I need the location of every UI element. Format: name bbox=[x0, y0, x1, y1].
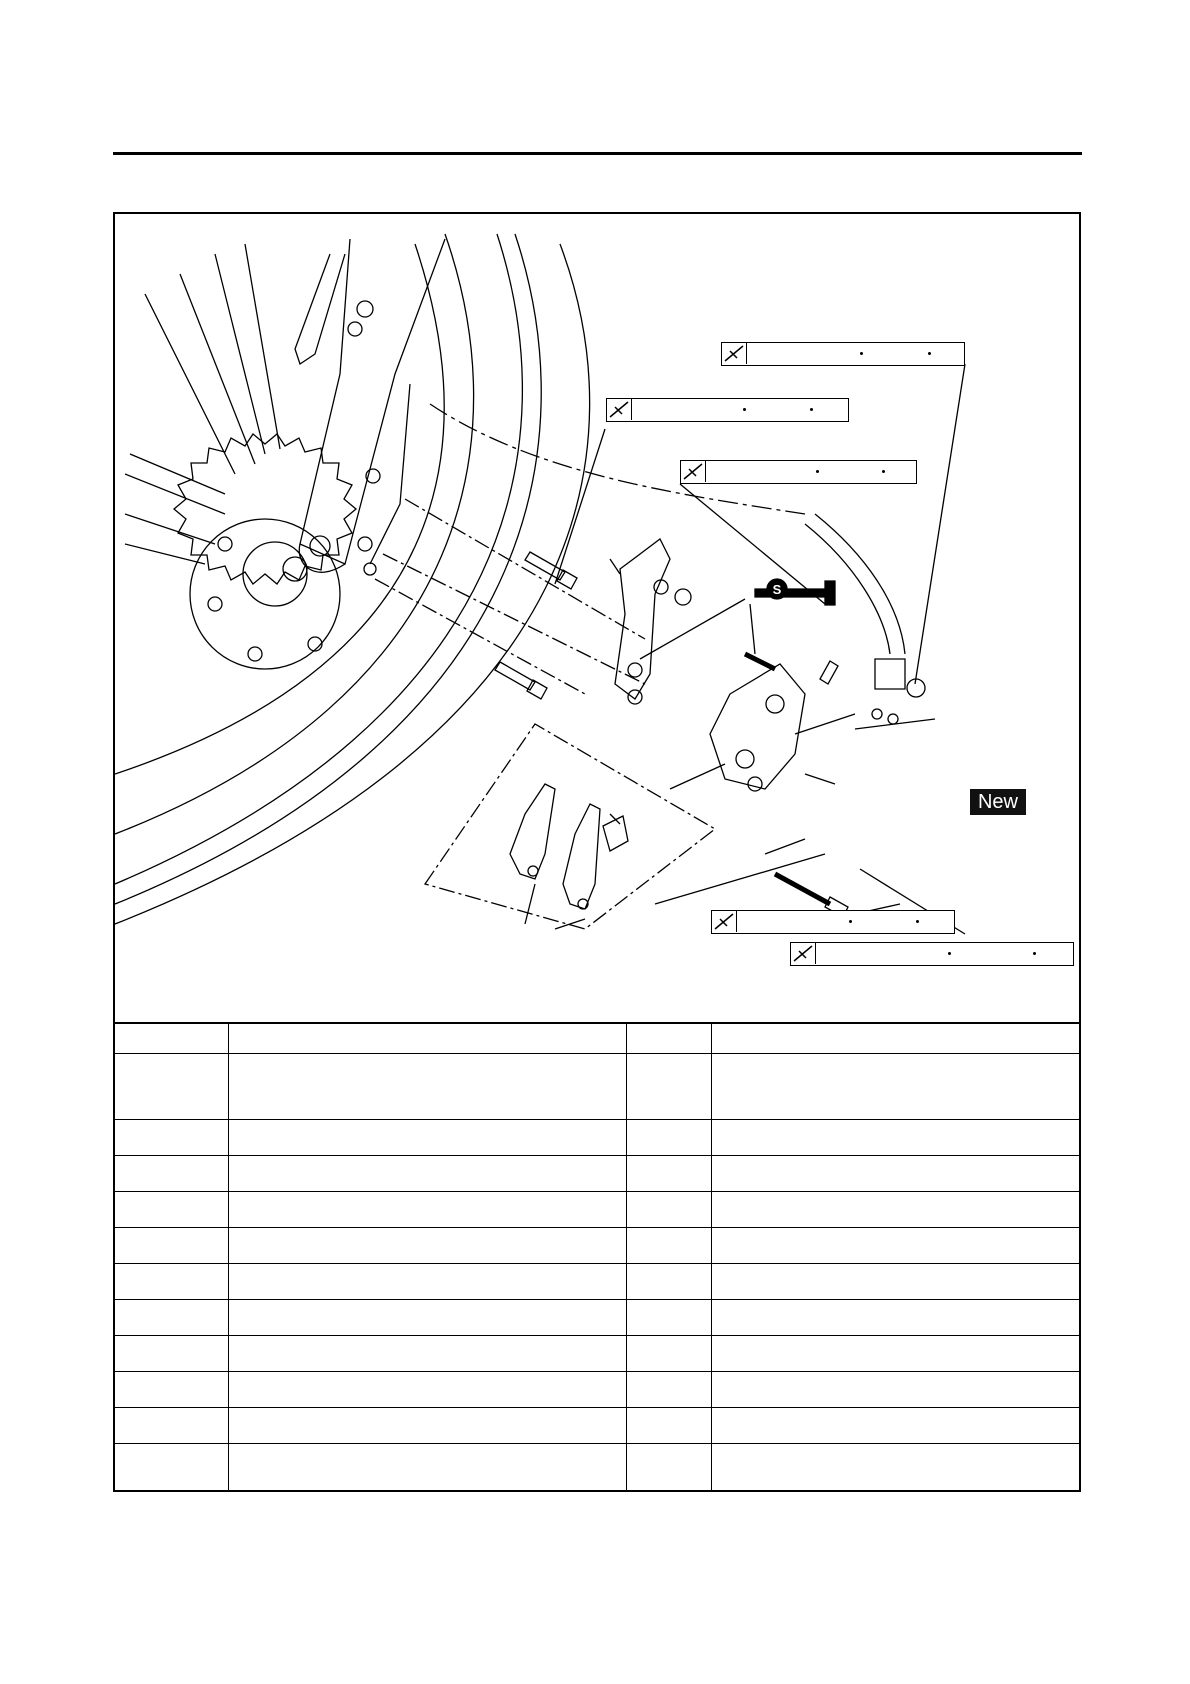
table-cell bbox=[228, 1119, 626, 1155]
table-row bbox=[115, 1023, 1079, 1053]
table-cell bbox=[115, 1335, 228, 1371]
table-cell bbox=[115, 1263, 228, 1299]
table-cell bbox=[228, 1371, 626, 1407]
table-cell bbox=[711, 1227, 1079, 1263]
table-cell bbox=[626, 1263, 711, 1299]
table-row bbox=[115, 1053, 1079, 1119]
table-row bbox=[115, 1227, 1079, 1263]
table-cell bbox=[115, 1371, 228, 1407]
table-cell bbox=[711, 1155, 1079, 1191]
table-cell bbox=[228, 1155, 626, 1191]
table-cell bbox=[626, 1227, 711, 1263]
table-cell bbox=[115, 1443, 228, 1491]
table-cell bbox=[228, 1023, 626, 1053]
parts-list-table bbox=[115, 1022, 1079, 1491]
table-cell bbox=[626, 1443, 711, 1491]
table-cell bbox=[228, 1053, 626, 1119]
torque-wrench-icon bbox=[722, 343, 747, 364]
table-cell bbox=[711, 1443, 1079, 1491]
header-rule bbox=[113, 152, 1082, 155]
torque-spec-box bbox=[721, 342, 965, 366]
table-cell bbox=[115, 1053, 228, 1119]
table-cell bbox=[228, 1407, 626, 1443]
table-row bbox=[115, 1371, 1079, 1407]
table-cell bbox=[626, 1053, 711, 1119]
table-cell bbox=[626, 1335, 711, 1371]
table-row bbox=[115, 1299, 1079, 1335]
table-cell bbox=[711, 1371, 1079, 1407]
torque-spec-box bbox=[680, 460, 917, 484]
table-row bbox=[115, 1263, 1079, 1299]
front-brake-caliper-illustration bbox=[115, 214, 1079, 1022]
torque-spec-box bbox=[790, 942, 1074, 966]
table-cell bbox=[115, 1191, 228, 1227]
table-cell bbox=[115, 1023, 228, 1053]
table-cell bbox=[626, 1023, 711, 1053]
table-row bbox=[115, 1335, 1079, 1371]
svg-text:S: S bbox=[772, 582, 782, 597]
torque-wrench-icon bbox=[607, 399, 632, 420]
table-row bbox=[115, 1119, 1079, 1155]
exploded-view-drawing bbox=[115, 214, 1079, 1022]
torque-wrench-icon bbox=[712, 911, 737, 932]
table-cell bbox=[711, 1023, 1079, 1053]
torque-wrench-icon bbox=[791, 943, 816, 964]
table-row bbox=[115, 1407, 1079, 1443]
table-cell bbox=[228, 1299, 626, 1335]
table-row bbox=[115, 1443, 1079, 1491]
table-cell bbox=[115, 1227, 228, 1263]
diagram-frame bbox=[113, 212, 1081, 1492]
table-cell bbox=[711, 1335, 1079, 1371]
table-cell bbox=[115, 1119, 228, 1155]
table-cell bbox=[711, 1263, 1079, 1299]
table-cell bbox=[115, 1299, 228, 1335]
table-cell bbox=[228, 1443, 626, 1491]
table-cell bbox=[626, 1299, 711, 1335]
table-row bbox=[115, 1191, 1079, 1227]
table-row bbox=[115, 1155, 1079, 1191]
torque-spec-box bbox=[711, 910, 955, 934]
table-cell bbox=[626, 1119, 711, 1155]
torque-spec-box bbox=[606, 398, 849, 422]
table-cell bbox=[115, 1407, 228, 1443]
table-cell bbox=[711, 1053, 1079, 1119]
table-cell bbox=[626, 1407, 711, 1443]
table-cell bbox=[626, 1191, 711, 1227]
torque-wrench-icon bbox=[681, 461, 706, 482]
table-cell bbox=[228, 1191, 626, 1227]
table-cell bbox=[228, 1263, 626, 1299]
table-cell bbox=[228, 1335, 626, 1371]
table-cell bbox=[626, 1371, 711, 1407]
table-cell bbox=[711, 1119, 1079, 1155]
table-cell bbox=[711, 1299, 1079, 1335]
new-part-badge: New bbox=[970, 789, 1026, 815]
table-cell bbox=[711, 1191, 1079, 1227]
table-cell bbox=[711, 1407, 1079, 1443]
table-cell bbox=[115, 1155, 228, 1191]
table-cell bbox=[626, 1155, 711, 1191]
table-cell bbox=[228, 1227, 626, 1263]
